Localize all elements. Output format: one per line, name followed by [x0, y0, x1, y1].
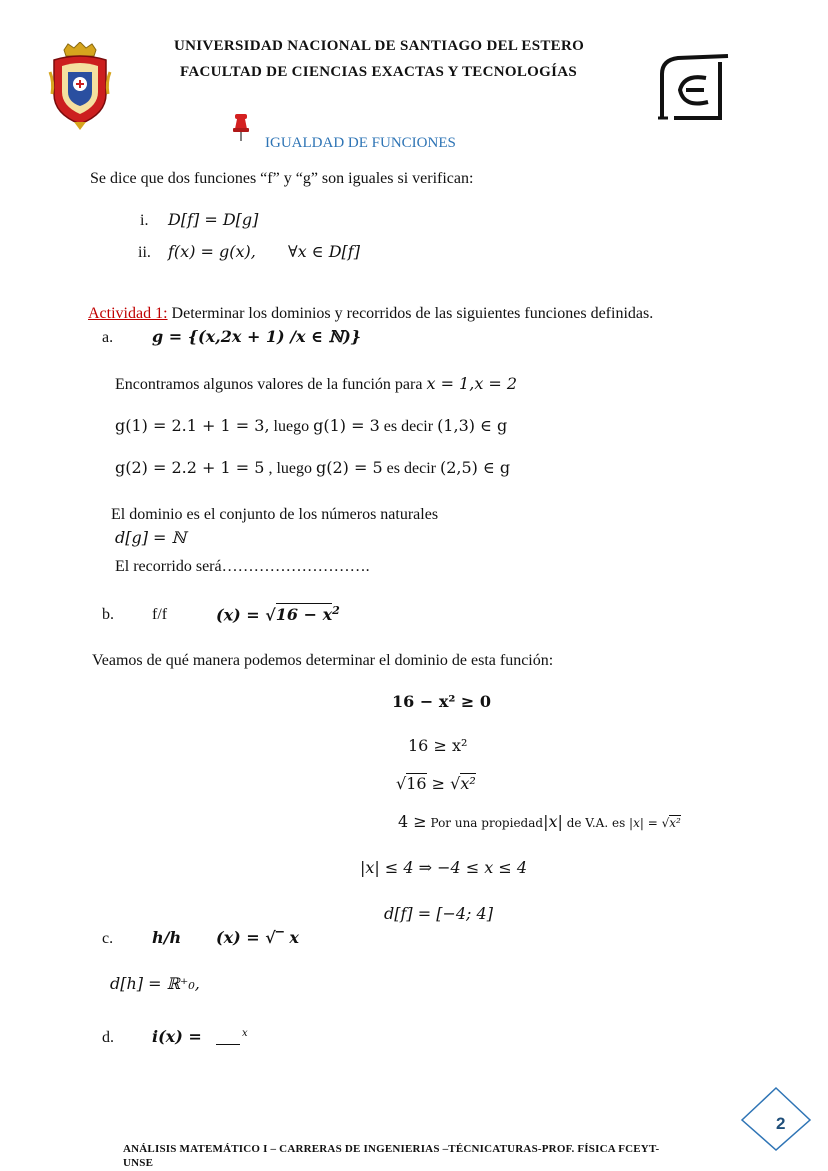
- eval-2-esdecir: es decir: [382, 460, 440, 477]
- page-number: 2: [776, 1114, 786, 1133]
- step-4-va: de V.A. es: [562, 816, 630, 830]
- step-2: 16 ≥ x²: [408, 736, 468, 755]
- item-d-fraction: [216, 1028, 248, 1048]
- fraction-bar: [216, 1044, 240, 1045]
- section-title: IGUALDAD DE FUNCIONES: [265, 135, 456, 151]
- faculty-name: FACULTAD DE CIENCIAS EXACTAS Y TECNOLOGÍAS: [180, 64, 577, 80]
- item-b-exponent: 2: [332, 604, 340, 617]
- item-a-definition: g = {(x,2x + 1) /x ∈ ℕ)}: [152, 327, 362, 346]
- university-name: UNIVERSIDAD NACIONAL DE SANTIAGO DEL ESTERO: [174, 38, 585, 54]
- eval-2-calc: g(2) = 2.2 + 1 = 5: [115, 458, 265, 477]
- domain-h: d[h] = ℝ⁺₀,: [110, 974, 200, 993]
- eval-1-pair: (1,3) ∈ g: [437, 416, 508, 435]
- step-4-prop: Por una propiedad: [426, 816, 544, 830]
- step-3-left: 16: [406, 774, 427, 793]
- condition-1: D[f] = D[g]: [168, 210, 259, 229]
- condition-1-number: i.: [140, 212, 149, 229]
- sqrt-sign: √: [265, 605, 276, 625]
- item-d-formula: [152, 1027, 202, 1046]
- item-a-letter: a.: [102, 329, 114, 346]
- item-b-letter: b.: [102, 606, 114, 623]
- item-d-letter: d.: [102, 1029, 114, 1046]
- activity-label: Actividad 1:: [88, 305, 168, 322]
- domain-explanation: Veamos de qué manera podemos determinar el dominio de esta función:: [92, 652, 554, 669]
- pushpin-icon: [230, 112, 252, 142]
- item-c-formula: (x) = √‾ x: [216, 928, 299, 947]
- condition-2-number: ii.: [138, 244, 151, 261]
- item-b-radicand: 16 − x: [275, 605, 333, 625]
- step-3-mid: ≥: [426, 774, 451, 793]
- page-number-badge: [740, 1086, 812, 1152]
- activity-heading: [88, 305, 653, 323]
- domain-f: d[f] = [−4; 4]: [384, 904, 493, 923]
- step-3-right: x²: [460, 774, 476, 793]
- activity-instruction: Determinar los dominios y recorridos de las siguientes funciones definidas.: [167, 305, 654, 322]
- eval-1-esdecir: es decir: [379, 418, 438, 435]
- eval-2-result: g(2) = 5: [316, 458, 383, 477]
- evaluation-row-2: [115, 458, 510, 478]
- eval-1-calc: g(1) = 2.1 + 1 = 3,: [115, 416, 270, 435]
- step-1: 16 − x² ≥ 0: [392, 692, 492, 711]
- step-4-abs: |x|: [543, 812, 563, 831]
- step-4-abs2: |x| =: [629, 816, 662, 830]
- item-d-lhs: i(x) =: [152, 1027, 202, 1046]
- values-intro: [115, 374, 517, 394]
- item-d-fraction-x: x: [242, 1028, 248, 1039]
- step-4-ineq: 4 ≥: [398, 812, 427, 831]
- eval-1-result: g(1) = 3: [313, 416, 380, 435]
- item-b-name-text: f/f: [152, 606, 168, 623]
- values-intro-text: Encontramos algunos valores de la función para: [115, 376, 423, 393]
- eval-2-luego: , luego: [264, 460, 316, 477]
- eval-2-pair: (2,5) ∈ g: [439, 458, 511, 477]
- item-b-name: [152, 606, 167, 624]
- university-crest-logo: [48, 42, 112, 130]
- step-5: |x| ≤ 4 ⇒ −4 ≤ x ≤ 4: [360, 858, 528, 877]
- item-b-lhs: (x) =: [216, 605, 266, 625]
- sqrt-sign: √: [661, 816, 670, 830]
- footer-line-1: ANÁLISIS MATEMÁTICO I – CARRERAS DE INGENIERIAS –TÉCNICATURAS-PROF. FÍSICA FCEYT-: [123, 1143, 660, 1155]
- faculty-logo: [656, 52, 732, 124]
- condition-2-quantifier: ∀x ∈ D[f]: [288, 242, 360, 261]
- sqrt-sign: √: [450, 774, 461, 793]
- step-4: [398, 812, 681, 831]
- step-3: [396, 774, 476, 793]
- item-c-name: h/h: [152, 928, 182, 947]
- values-x: x = 1,x = 2: [426, 374, 518, 393]
- domain-g: d[g] = ℕ: [115, 528, 187, 547]
- item-b-formula: [216, 604, 340, 624]
- step-4-x2: x²: [669, 816, 681, 830]
- footer-line-2: UNSE: [123, 1157, 154, 1169]
- eval-1-luego: luego: [269, 418, 314, 435]
- range-g-text: El recorrido será……………………….: [115, 558, 370, 575]
- item-c-letter: c.: [102, 930, 114, 947]
- evaluation-row-1: [115, 416, 507, 436]
- condition-2: f(x) = g(x),: [168, 242, 256, 261]
- intro-sentence: Se dice que dos funciones “f” y “g” son iguales si verifican:: [90, 170, 474, 187]
- sqrt-sign: √: [396, 774, 407, 793]
- domain-g-text: El dominio es el conjunto de los números naturales: [111, 506, 439, 523]
